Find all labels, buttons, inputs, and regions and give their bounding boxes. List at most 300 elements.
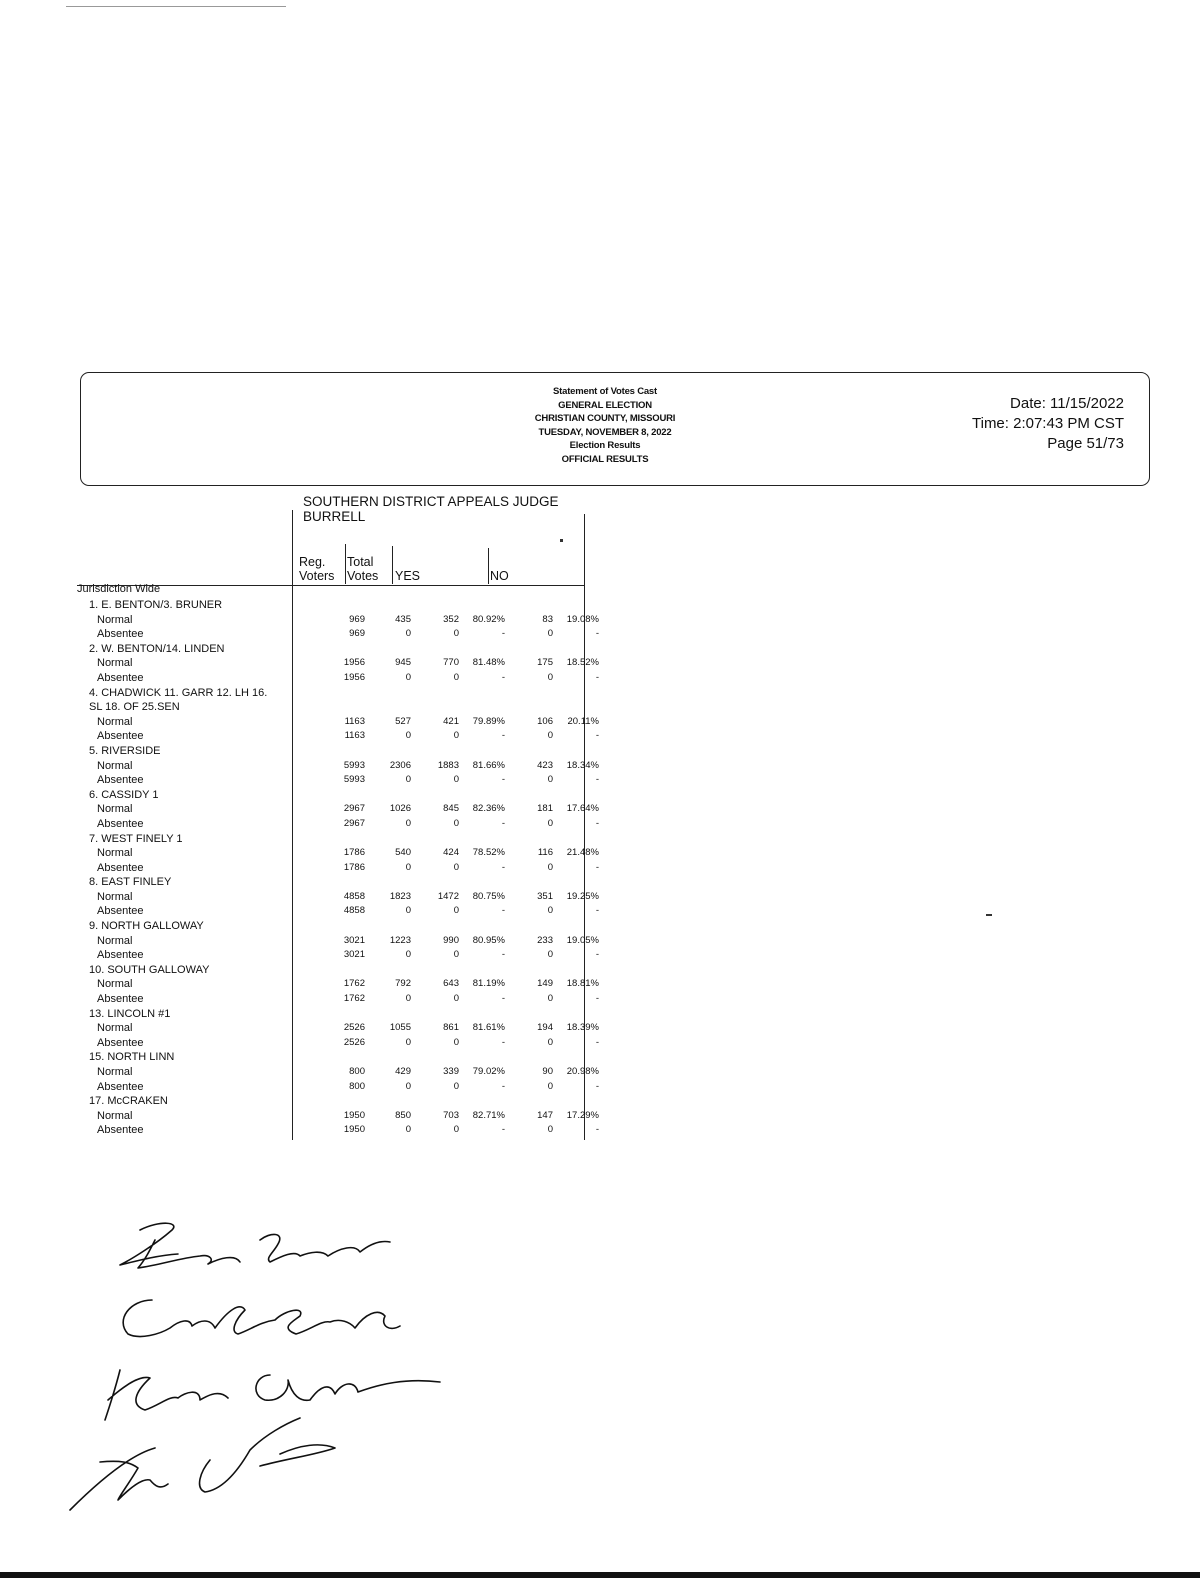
value-no: 181 (537, 803, 553, 815)
value-total: 0 (405, 993, 411, 1005)
value-yes-pct: - (501, 993, 505, 1005)
precinct-name: 9. NORTH GALLOWAY (89, 920, 204, 933)
value-yes: 0 (453, 1080, 459, 1092)
value-no: 0 (547, 861, 553, 873)
value-total: 1026 (389, 803, 411, 815)
normal-row (77, 846, 599, 861)
value-yes: 0 (453, 949, 459, 961)
empty-cell (411, 700, 459, 715)
normal-row (77, 1109, 599, 1124)
vote-type-label: Absentee (97, 861, 144, 874)
value-reg: 1950 (343, 1124, 365, 1136)
absentee-row (77, 1036, 599, 1051)
value-reg: 1786 (343, 861, 365, 873)
empty-cell (311, 1050, 365, 1065)
value-no-pct: 17.64% (566, 803, 599, 815)
precinct-header-row (77, 642, 599, 657)
value-reg: 4858 (343, 890, 365, 902)
empty-cell (505, 642, 553, 657)
vote-type-label: Absentee (97, 949, 144, 962)
value-no-pct: - (595, 730, 599, 742)
value-yes: 0 (453, 628, 459, 640)
value-no: 0 (547, 905, 553, 917)
vote-type-label: Absentee (97, 1080, 144, 1093)
value-no-pct: - (595, 1036, 599, 1048)
value-yes-pct: 82.36% (472, 803, 505, 815)
precinct-name: 5. RIVERSIDE (89, 744, 161, 757)
value-no: 0 (547, 1080, 553, 1092)
empty-cell (411, 1050, 459, 1065)
value-yes-pct: - (501, 1124, 505, 1136)
value-total: 435 (395, 613, 411, 625)
signature-3 (105, 1370, 440, 1420)
value-yes: 0 (453, 993, 459, 1005)
vote-type-label: Absentee (97, 628, 144, 641)
value-yes: 990 (443, 934, 459, 946)
empty-cell (459, 1094, 505, 1109)
empty-cell (459, 919, 505, 934)
value-reg: 2967 (343, 817, 365, 829)
empty-cell (311, 744, 365, 759)
precinct-header-row (77, 744, 599, 759)
normal-row (77, 977, 599, 992)
value-reg: 5993 (343, 759, 365, 771)
value-yes-pct: 78.52% (472, 847, 505, 859)
precinct-name: 1. E. BENTON/3. BRUNER (89, 599, 223, 611)
value-reg: 1163 (344, 730, 365, 742)
header-line: CHRISTIAN COUNTY, MISSOURI (534, 413, 676, 425)
value-yes-pct: 79.02% (472, 1066, 505, 1077)
vote-type-label: Absentee (97, 671, 144, 684)
value-no-pct: - (595, 993, 599, 1005)
value-no: 0 (547, 774, 553, 786)
empty-cell (311, 700, 365, 715)
value-no-pct: - (595, 671, 599, 683)
value-no: 233 (537, 934, 553, 946)
precinct-header-row (77, 686, 599, 701)
value-no-pct: - (595, 861, 599, 873)
value-total: 0 (405, 1124, 411, 1136)
value-yes: 0 (453, 817, 459, 829)
precinct-name: SL 18. OF 25.SEN (89, 701, 180, 714)
value-no: 175 (537, 657, 553, 669)
value-total: 1055 (389, 1022, 411, 1034)
value-yes: 0 (453, 1036, 459, 1048)
value-yes-pct: 82.71% (472, 1109, 505, 1121)
report-page-number: Page 51/73 (1047, 435, 1124, 452)
empty-cell (553, 875, 599, 890)
vote-type-label: Normal (97, 934, 133, 947)
vote-type-label: Absentee (97, 730, 144, 743)
vote-type-label: Normal (97, 715, 133, 728)
empty-cell (459, 832, 505, 847)
value-yes-pct: 79.89% (472, 715, 505, 727)
vote-type-label: Normal (97, 613, 133, 626)
value-yes: 0 (453, 861, 459, 873)
value-yes-pct: - (501, 671, 505, 683)
empty-cell (553, 744, 599, 759)
empty-cell (311, 686, 365, 701)
empty-cell (411, 686, 459, 701)
scan-speck (986, 914, 992, 916)
absentee-row (77, 627, 599, 642)
value-yes-pct: - (501, 774, 505, 786)
empty-cell (459, 686, 505, 701)
jurisdiction-wide-label: Jurisdiction Wide (77, 583, 161, 595)
value-reg: 969 (349, 613, 365, 625)
empty-cell (311, 1094, 365, 1109)
precinct-name: 8. EAST FINLEY (89, 876, 172, 889)
value-no-pct: - (595, 774, 599, 786)
scan-bottom-edge (0, 1572, 1200, 1578)
value-total: 0 (405, 1036, 411, 1048)
precinct-name: 13. LINCOLN #1 (89, 1007, 171, 1020)
value-total: 0 (405, 1080, 411, 1092)
value-yes: 770 (443, 657, 459, 669)
empty-cell (365, 642, 411, 657)
race-title: SOUTHERN DISTRICT APPEALS JUDGE (303, 494, 559, 509)
value-no: 106 (537, 715, 553, 727)
signatures-image (60, 1210, 500, 1530)
value-no: 0 (547, 1124, 553, 1136)
normal-row (77, 613, 599, 628)
value-yes: 845 (443, 803, 459, 815)
empty-cell (365, 919, 411, 934)
value-yes-pct: - (501, 861, 505, 873)
results-table (77, 598, 599, 1138)
value-no-pct: 21.48% (566, 847, 599, 859)
signature-1 (120, 1223, 390, 1268)
race-candidate: BURRELL (303, 509, 366, 524)
vote-type-label: Normal (97, 1066, 133, 1078)
empty-cell (311, 875, 365, 890)
precinct-name: 2. W. BENTON/14. LINDEN (89, 642, 225, 655)
vote-type-label: Normal (97, 978, 133, 991)
normal-row (77, 656, 599, 671)
value-yes-pct: 81.61% (472, 1022, 505, 1034)
value-total: 429 (395, 1066, 411, 1077)
empty-cell (365, 1094, 411, 1109)
absentee-row (77, 992, 599, 1007)
value-yes-pct: - (501, 1080, 505, 1092)
value-yes: 1883 (437, 759, 459, 771)
value-total: 945 (395, 657, 411, 669)
empty-cell (459, 1007, 505, 1022)
normal-row (77, 802, 599, 817)
value-yes: 861 (443, 1022, 459, 1034)
value-reg: 800 (349, 1066, 365, 1077)
signature-2 (123, 1300, 400, 1336)
value-reg: 1956 (343, 671, 365, 683)
empty-cell (505, 744, 553, 759)
vote-type-label: Absentee (97, 905, 144, 918)
empty-cell (553, 788, 599, 803)
empty-cell (459, 875, 505, 890)
empty-cell (505, 963, 553, 978)
value-total: 0 (405, 628, 411, 640)
absentee-row (77, 773, 599, 788)
vote-type-label: Normal (97, 803, 133, 816)
precinct-name: 4. CHADWICK 11. GARR 12. LH 16. (89, 686, 268, 699)
value-yes-pct: 80.75% (472, 890, 505, 902)
value-yes-pct: 81.19% (472, 978, 505, 990)
empty-cell (365, 788, 411, 803)
value-total: 540 (395, 847, 411, 859)
empty-cell (505, 598, 553, 613)
normal-row (77, 934, 599, 949)
precinct-name: 15. NORTH LINN (89, 1051, 175, 1064)
value-reg: 3021 (343, 949, 365, 961)
empty-cell (411, 744, 459, 759)
empty-cell (505, 919, 553, 934)
value-yes: 1472 (437, 890, 459, 902)
empty-cell (311, 832, 365, 847)
value-reg: 1786 (343, 847, 365, 859)
empty-cell (505, 686, 553, 701)
value-reg: 1762 (343, 978, 365, 990)
empty-cell (365, 963, 411, 978)
precinct-name: 6. CASSIDY 1 (89, 788, 159, 801)
value-reg: 2526 (343, 1022, 365, 1034)
precinct-header-row (77, 832, 599, 847)
precinct-header-row (77, 1007, 599, 1022)
normal-row (77, 1065, 599, 1080)
value-yes: 0 (453, 730, 459, 742)
vote-type-label: Normal (97, 1022, 133, 1035)
empty-cell (411, 875, 459, 890)
value-no: 423 (537, 759, 553, 771)
empty-cell (459, 744, 505, 759)
normal-row (77, 715, 599, 730)
value-yes-pct: 80.92% (472, 613, 505, 625)
value-no: 0 (547, 730, 553, 742)
signature-4 (70, 1418, 335, 1510)
value-reg: 1163 (344, 715, 365, 727)
value-reg: 1950 (343, 1109, 365, 1121)
scan-speck (66, 6, 286, 7)
empty-cell (311, 919, 365, 934)
empty-cell (311, 1007, 365, 1022)
empty-cell (365, 700, 411, 715)
value-no-pct: 19.25% (566, 890, 599, 902)
value-yes-pct: - (501, 905, 505, 917)
value-no-pct: - (595, 628, 599, 640)
empty-cell (553, 963, 599, 978)
empty-cell (553, 1050, 599, 1065)
empty-cell (505, 788, 553, 803)
header-line: Election Results (569, 440, 641, 452)
results-table-body (77, 598, 599, 1138)
value-no: 149 (537, 978, 553, 990)
empty-cell (311, 788, 365, 803)
value-yes: 421 (443, 715, 459, 727)
absentee-row (77, 861, 599, 876)
empty-cell (459, 1050, 505, 1065)
value-no: 0 (547, 817, 553, 829)
value-yes-pct: - (501, 1036, 505, 1048)
value-reg: 2967 (343, 803, 365, 815)
value-no: 90 (542, 1066, 553, 1077)
empty-cell (365, 1007, 411, 1022)
header-line: TUESDAY, NOVEMBER 8, 2022 (538, 426, 672, 438)
vote-type-label: Absentee (97, 1124, 144, 1137)
value-yes: 643 (443, 978, 459, 990)
value-no-pct: 19.08% (566, 613, 599, 625)
empty-cell (365, 1050, 411, 1065)
empty-cell (411, 598, 459, 613)
value-yes-pct: - (501, 628, 505, 640)
vote-type-label: Normal (97, 847, 133, 860)
value-total: 0 (405, 730, 411, 742)
value-reg: 2526 (343, 1036, 365, 1048)
value-total: 0 (405, 861, 411, 873)
value-yes: 703 (443, 1109, 459, 1121)
value-reg: 4858 (343, 905, 365, 917)
absentee-row (77, 904, 599, 919)
empty-cell (411, 642, 459, 657)
empty-cell (365, 832, 411, 847)
value-reg: 5993 (343, 774, 365, 786)
value-yes-pct: 80.95% (472, 934, 505, 946)
value-yes: 0 (453, 671, 459, 683)
value-yes-pct: - (501, 817, 505, 829)
value-total: 0 (405, 905, 411, 917)
vote-type-label: Absentee (97, 774, 144, 787)
precinct-header-row (77, 788, 599, 803)
empty-cell (553, 700, 599, 715)
empty-cell (311, 963, 365, 978)
absentee-row (77, 948, 599, 963)
value-total: 527 (395, 715, 411, 727)
value-yes: 0 (453, 905, 459, 917)
value-total: 1223 (389, 934, 411, 946)
value-no: 0 (547, 628, 553, 640)
empty-cell (505, 832, 553, 847)
empty-cell (553, 1007, 599, 1022)
empty-cell (365, 744, 411, 759)
value-no: 83 (542, 613, 553, 625)
value-no-pct: - (595, 817, 599, 829)
value-no-pct: 18.81% (566, 978, 599, 990)
value-no-pct: 18.34% (566, 759, 599, 771)
value-no-pct: 20.98% (566, 1066, 599, 1077)
race-heading (303, 494, 559, 524)
empty-cell (553, 919, 599, 934)
value-no-pct: 18.52% (566, 657, 599, 669)
value-no-pct: - (595, 949, 599, 961)
empty-cell (365, 598, 411, 613)
scan-speck (560, 539, 563, 542)
value-no: 0 (547, 671, 553, 683)
empty-cell (411, 832, 459, 847)
value-yes: 0 (453, 1124, 459, 1136)
value-yes-pct: - (501, 949, 505, 961)
value-no: 0 (547, 1036, 553, 1048)
normal-row (77, 1021, 599, 1036)
empty-cell (311, 642, 365, 657)
empty-cell (553, 642, 599, 657)
value-no-pct: 18.39% (566, 1022, 599, 1034)
vote-type-label: Absentee (97, 1036, 144, 1049)
value-reg: 969 (349, 628, 365, 640)
empty-cell (553, 1094, 599, 1109)
empty-cell (365, 686, 411, 701)
empty-cell (459, 788, 505, 803)
empty-cell (459, 963, 505, 978)
precinct-name: 10. SOUTH GALLOWAY (89, 963, 210, 976)
absentee-row (77, 671, 599, 686)
absentee-row (77, 1123, 599, 1138)
value-total: 1823 (389, 890, 411, 902)
value-total: 0 (405, 774, 411, 786)
value-yes: 339 (443, 1066, 459, 1077)
precinct-header-row (77, 1094, 599, 1109)
value-total: 792 (395, 978, 411, 990)
col-total-votes-header: Total Votes (347, 555, 379, 583)
vote-type-label: Normal (97, 657, 133, 670)
report-date: Date: 11/15/2022 (1010, 395, 1124, 412)
empty-cell (411, 1094, 459, 1109)
empty-cell (411, 788, 459, 803)
col-no-header: NO (490, 569, 509, 583)
precinct-header-row (77, 963, 599, 978)
report-time: Time: 2:07:43 PM CST (972, 415, 1124, 432)
header-line: Statement of Votes Cast (553, 386, 657, 397)
precinct-header-row (77, 875, 599, 890)
vote-type-label: Normal (97, 759, 133, 772)
value-total: 0 (405, 817, 411, 829)
value-no: 194 (537, 1022, 553, 1034)
empty-cell (459, 642, 505, 657)
normal-row (77, 759, 599, 774)
value-no-pct: 20.11% (567, 715, 599, 727)
value-no-pct: - (595, 1124, 599, 1136)
normal-row (77, 890, 599, 905)
empty-cell (505, 875, 553, 890)
value-reg: 3021 (343, 934, 365, 946)
value-no-pct: 17.29% (566, 1109, 599, 1121)
value-total: 850 (395, 1109, 411, 1121)
precinct-header-row (77, 598, 599, 613)
empty-cell (411, 1007, 459, 1022)
col-reg-voters-header: Reg. Voters (299, 555, 335, 583)
precinct-name: 17. McCRAKEN (89, 1095, 168, 1108)
value-total: 0 (405, 671, 411, 683)
value-yes-pct: - (501, 730, 505, 742)
empty-cell (459, 598, 505, 613)
precinct-header-row (77, 1050, 599, 1065)
empty-cell (505, 1050, 553, 1065)
precinct-header-row (77, 700, 599, 715)
value-total: 0 (405, 949, 411, 961)
absentee-row (77, 729, 599, 744)
empty-cell (553, 686, 599, 701)
empty-cell (411, 919, 459, 934)
empty-cell (459, 700, 505, 715)
value-no-pct: - (595, 1080, 599, 1092)
value-reg: 1762 (343, 993, 365, 1005)
empty-cell (365, 875, 411, 890)
vote-type-label: Absentee (97, 993, 144, 1006)
value-yes: 424 (443, 847, 459, 859)
report-header-meta (972, 394, 1124, 454)
precinct-header-row (77, 919, 599, 934)
vote-type-label: Absentee (97, 817, 144, 830)
precinct-name: 7. WEST FINELY 1 (89, 832, 183, 845)
report-header-center (500, 385, 710, 467)
value-no: 116 (537, 847, 553, 859)
value-no: 0 (547, 949, 553, 961)
